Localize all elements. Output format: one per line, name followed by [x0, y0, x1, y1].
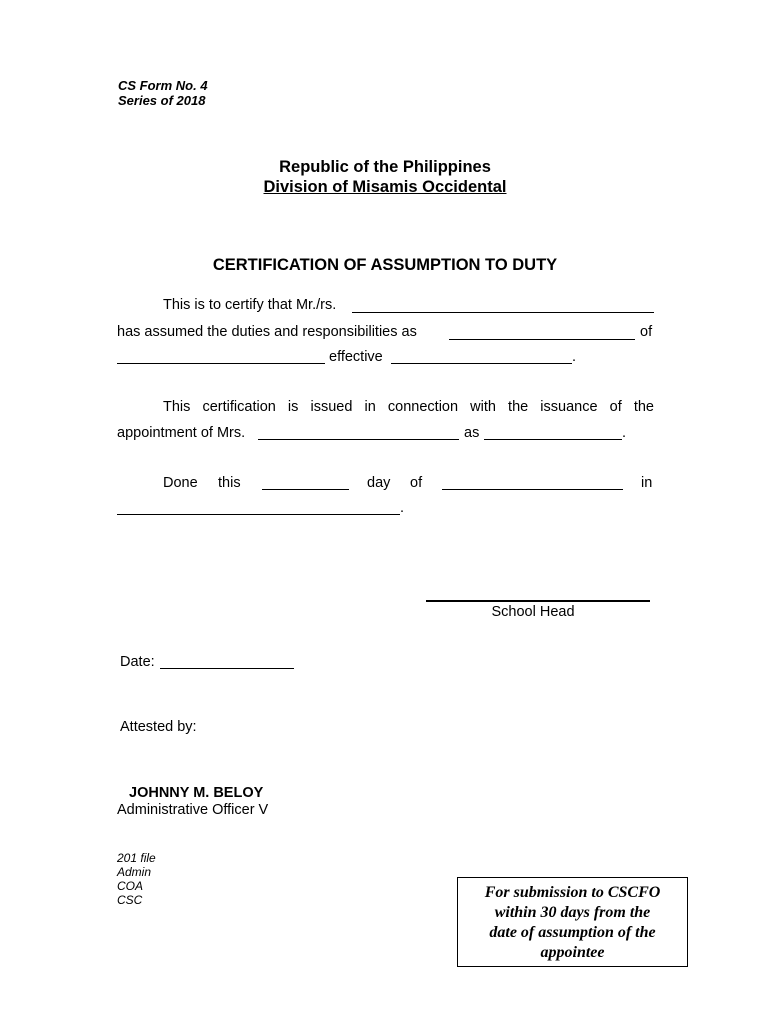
note-line: date of assumption of the — [489, 924, 656, 941]
date-blank[interactable] — [160, 668, 294, 669]
position-blank[interactable] — [449, 339, 635, 340]
submission-note-box — [457, 877, 688, 967]
month-blank[interactable] — [442, 489, 623, 490]
division-heading: Division of Misamis Occidental — [263, 178, 507, 196]
appointee-position-blank[interactable] — [484, 439, 622, 440]
place-blank[interactable] — [117, 514, 400, 515]
attesting-officer-position: Administrative Officer V — [117, 802, 269, 818]
form-identifier — [118, 78, 208, 108]
name-blank[interactable] — [352, 312, 654, 313]
school-head-signature-line[interactable] — [426, 600, 650, 602]
list-item: Admin — [117, 865, 152, 879]
para1-period: . — [572, 349, 577, 365]
date-label: Date: — [120, 654, 155, 670]
document-title: CERTIFICATION OF ASSUMPTION TO DUTY — [212, 256, 558, 274]
para3-period: . — [400, 500, 405, 516]
certify-text: This is to certify that Mr./rs. — [163, 297, 337, 313]
as-text: as — [464, 425, 480, 441]
of-month-text: of — [410, 475, 423, 491]
done-text: Done — [163, 475, 198, 491]
note-line: For submission to CSCFO — [484, 884, 661, 901]
appointment-text: appointment of Mrs. — [117, 425, 246, 441]
of-text: of — [640, 324, 653, 340]
assumed-text: has assumed the duties and responsibilities as — [117, 324, 417, 340]
this-text: this — [218, 475, 241, 491]
in-text: in — [641, 475, 653, 491]
office-blank[interactable] — [117, 363, 325, 364]
distribution-list — [117, 851, 156, 907]
republic-heading: Republic of the Philippines — [279, 158, 491, 176]
appointee-blank[interactable] — [258, 439, 459, 440]
attesting-officer-name: JOHNNY M. BELOY — [129, 785, 264, 801]
attested-label: Attested by: — [120, 719, 197, 735]
form-number: CS Form No. 4 — [118, 78, 208, 93]
day-text: day — [367, 475, 391, 491]
list-item: CSC — [117, 893, 143, 907]
school-head-label: School Head — [491, 604, 575, 620]
para2-period: . — [622, 425, 627, 441]
effective-date-blank[interactable] — [391, 363, 572, 364]
issued-text: This certification is issued in connection with the issuance of the — [163, 399, 654, 415]
day-blank[interactable] — [262, 489, 349, 490]
note-line: within 30 days from the — [494, 904, 651, 921]
form-series: Series of 2018 — [118, 93, 206, 108]
list-item: 201 file — [117, 851, 156, 865]
list-item: COA — [117, 879, 144, 893]
effective-text: effective — [329, 349, 383, 365]
note-line: appointee — [540, 944, 605, 961]
